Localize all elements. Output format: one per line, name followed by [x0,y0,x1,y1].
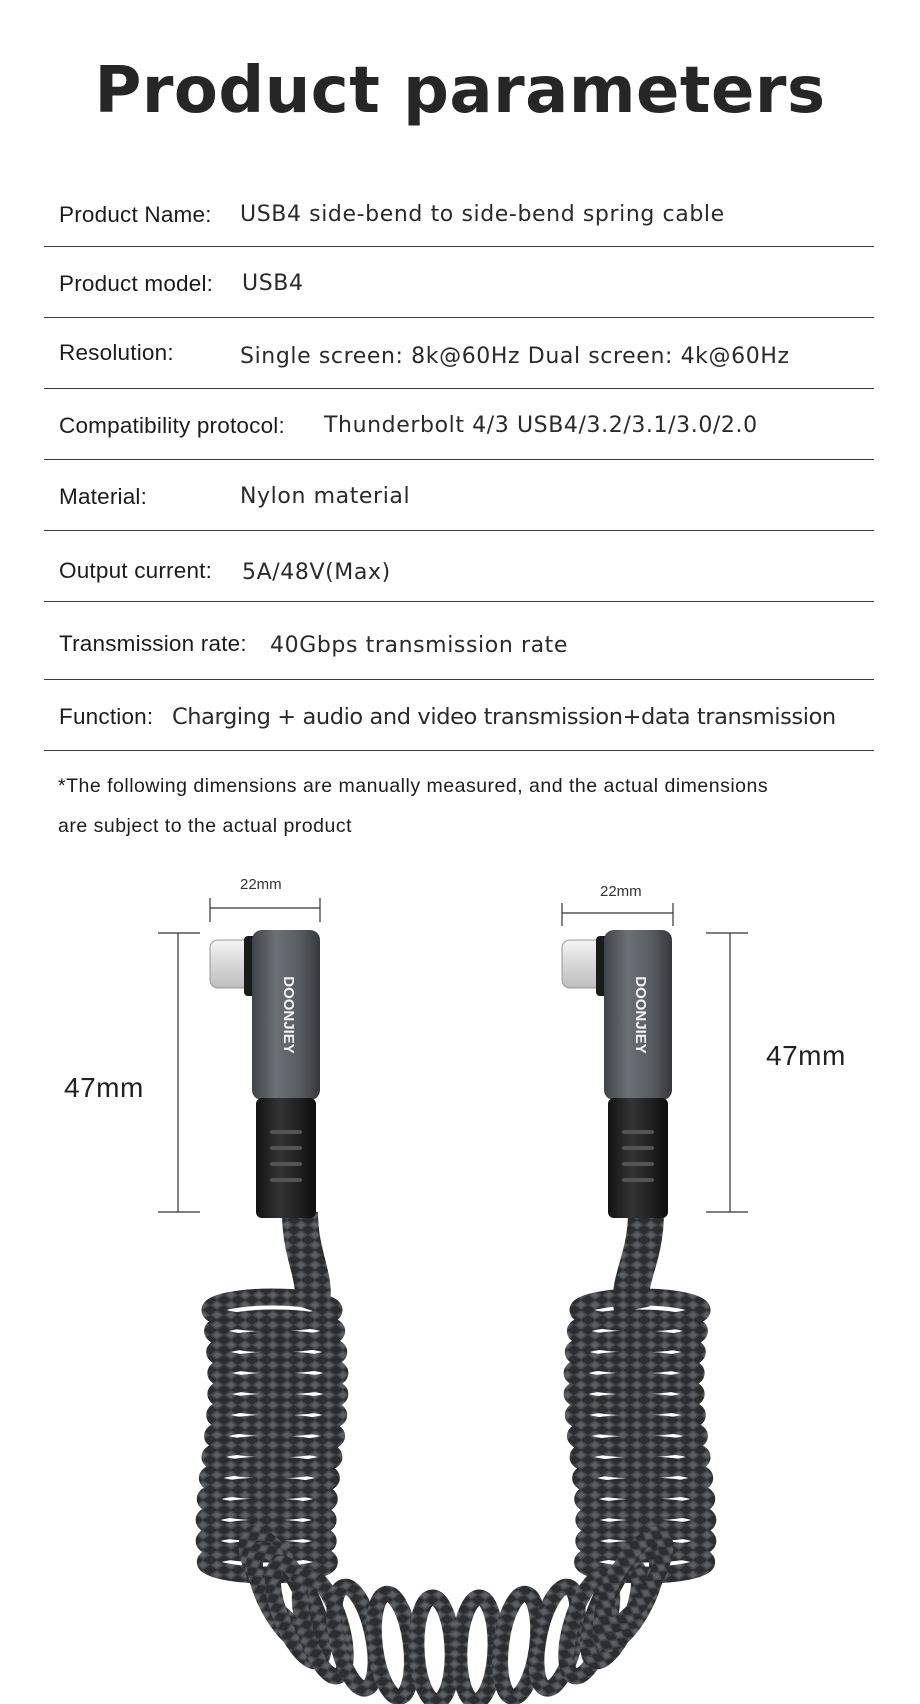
right-height-dimension [706,933,748,1212]
cable-coil [414,1597,454,1702]
product-illustration [0,840,920,1704]
coiled-cable [204,1212,708,1702]
left-height-dimension [158,933,200,1212]
measurement-note [58,766,878,846]
note-line: are subject to the actual product [58,815,353,837]
page-title: Product parameters [94,54,826,128]
param-label: Transmission rate: [59,631,247,656]
param-value: Thunderbolt 4/3 USB4/3.2/3.1/3.0/2.0 [324,413,758,438]
left-strain-relief [256,1098,316,1218]
param-row-material [44,460,874,531]
left-width-dimension [210,898,320,922]
left-brand-logo: DOONJIEY [280,976,297,1054]
param-value: 40Gbps transmission rate [270,633,569,658]
left-connector [210,930,320,1218]
param-label: Compatibility protocol: [59,413,285,438]
param-value: 5A/48V(Max) [242,560,391,585]
right-width-dimension [562,903,673,926]
param-row-function [44,680,874,751]
param-value: Single screen: 8k@60Hz Dual screen: 4k@60Hz [240,344,790,369]
param-value: Charging + audio and video transmission+data transmission [172,704,836,730]
right-strain-relief [608,1098,668,1218]
param-row-product-model [44,247,874,318]
cable-coil [457,1597,497,1702]
param-value: USB4 [242,271,304,296]
param-label: Output current: [59,558,213,583]
param-label: Material: [59,484,148,509]
right-width-label: 22mm [600,883,642,900]
param-label: Product model: [59,271,214,296]
param-value: Nylon material [240,484,411,509]
param-row-product-name [44,176,874,247]
left-width-label: 22mm [240,876,282,893]
left-height-label: 47mm [64,1072,144,1103]
right-height-label: 47mm [766,1040,846,1071]
note-line: *The following dimensions are manually measured, and the actual dimensions [58,775,769,797]
param-row-output-current [44,531,874,602]
param-row-transmission-rate [44,609,874,680]
right-connector [562,930,672,1218]
right-brand-logo: DOONJIEY [632,976,649,1054]
param-value: USB4 side-bend to side-bend spring cable [240,202,725,227]
param-label: Function: [59,704,154,729]
param-row-resolution [44,318,874,389]
param-label: Resolution: [59,340,174,365]
param-label: Product Name: [59,202,212,227]
param-row-compatibility [44,389,874,460]
